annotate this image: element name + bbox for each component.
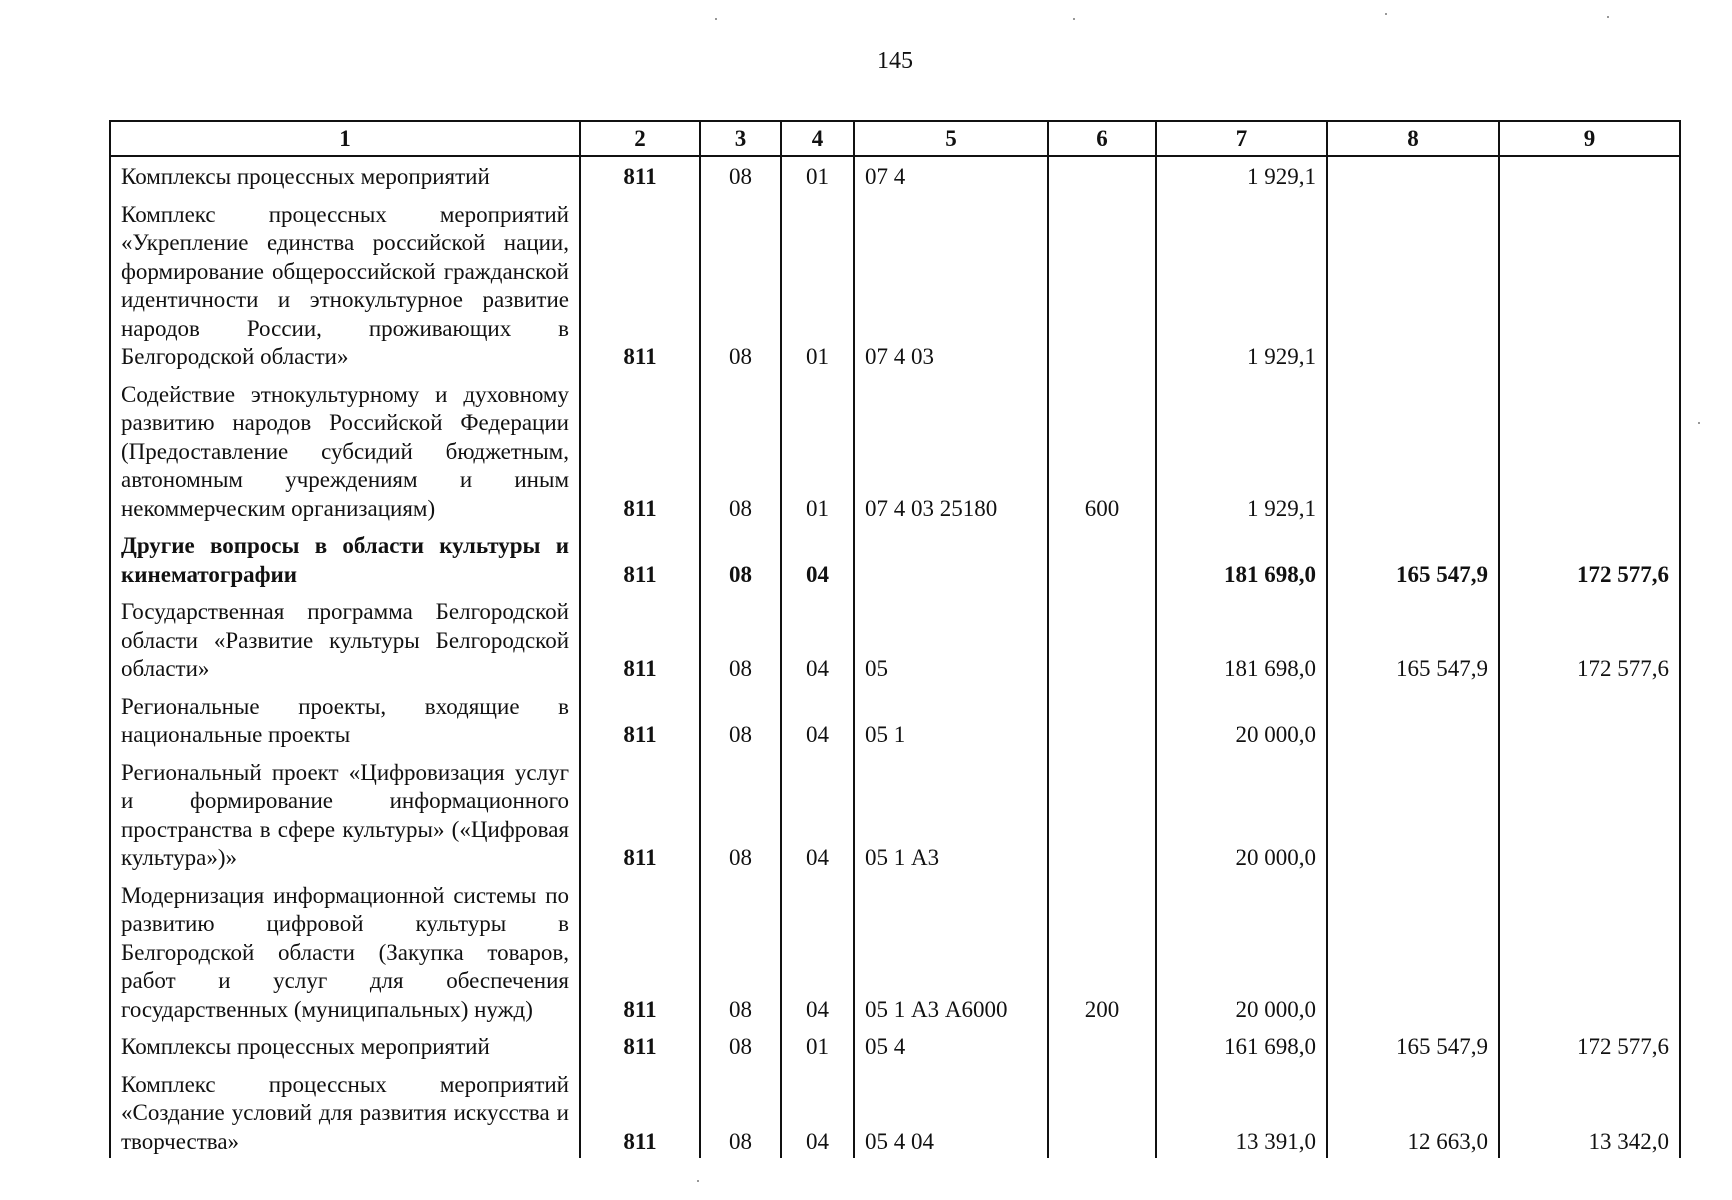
amount-col-7: 13 391,0 [1156, 1065, 1327, 1159]
scan-speck [697, 1180, 699, 1182]
header-col-3: 3 [700, 121, 781, 156]
target-article-code [854, 526, 1048, 592]
amount-col-7: 20 000,0 [1156, 753, 1327, 876]
expense-type-code: 200 [1048, 876, 1156, 1028]
ministry-code: 811 [580, 1065, 700, 1159]
subsection-code: 04 [781, 687, 854, 753]
expense-type-code [1048, 156, 1156, 195]
table-row [110, 876, 1680, 1028]
header-col-5: 5 [854, 121, 1048, 156]
table-row [110, 1027, 1680, 1065]
expense-type-code [1048, 753, 1156, 876]
amount-col-9 [1499, 687, 1680, 753]
scan-speck [1073, 18, 1075, 20]
item-name: Региональный проект «Цифровизация услуг и формирование информационного пространства в сфере культуры» («Цифровая культура»)» [110, 753, 580, 876]
amount-col-7: 20 000,0 [1156, 687, 1327, 753]
expense-type-code: 600 [1048, 375, 1156, 527]
amount-col-7: 1 929,1 [1156, 195, 1327, 375]
ministry-code: 811 [580, 753, 700, 876]
ministry-code: 811 [580, 1027, 700, 1065]
table-row [110, 753, 1680, 876]
amount-col-7: 1 929,1 [1156, 375, 1327, 527]
target-article-code: 05 4 [854, 1027, 1048, 1065]
subsection-code: 04 [781, 753, 854, 876]
target-article-code: 05 [854, 592, 1048, 687]
target-article-code: 07 4 03 25180 [854, 375, 1048, 527]
section-code: 08 [700, 156, 781, 195]
item-name: Комплексы процессных мероприятий [110, 1027, 580, 1065]
subsection-code: 04 [781, 1065, 854, 1159]
target-article-code: 07 4 03 [854, 195, 1048, 375]
section-code: 08 [700, 592, 781, 687]
table-row [110, 195, 1680, 375]
target-article-code: 05 4 04 [854, 1065, 1048, 1159]
page-number: 145 [877, 48, 913, 74]
amount-col-9 [1499, 375, 1680, 527]
item-name: Комплекс процессных мероприятий «Укрепление единства российской нации, формирование общероссийской гражданской идентичности и этнокультурное развитие народов России, проживающих в Белгородской области» [110, 195, 580, 375]
item-name: Комплексы процессных мероприятий [110, 156, 580, 195]
amount-col-9 [1499, 195, 1680, 375]
item-name: Модернизация информационной системы по развитию цифровой культуры в Белгородской области (Закупка товаров, работ и услуг для обеспечения государственных (муниципальных) нужд) [110, 876, 580, 1028]
section-code: 08 [700, 687, 781, 753]
subsection-code: 04 [781, 526, 854, 592]
amount-col-9 [1499, 753, 1680, 876]
table-row [110, 1065, 1680, 1159]
subsection-code: 01 [781, 375, 854, 527]
item-name: Содействие этнокультурному и духовному развитию народов Российской Федерации (Предоставление субсидий бюджетным, автономным учреждениям и иным некоммерческим организациям) [110, 375, 580, 527]
amount-col-7: 161 698,0 [1156, 1027, 1327, 1065]
amount-col-7: 20 000,0 [1156, 876, 1327, 1028]
expense-type-code [1048, 1065, 1156, 1159]
ministry-code: 811 [580, 156, 700, 195]
budget-table [109, 120, 1681, 1158]
scan-speck [1607, 16, 1609, 18]
scan-speck [715, 18, 717, 20]
target-article-code: 05 1 А3 [854, 753, 1048, 876]
amount-col-7: 181 698,0 [1156, 526, 1327, 592]
amount-col-8 [1327, 876, 1499, 1028]
section-code: 08 [700, 195, 781, 375]
header-col-9: 9 [1499, 121, 1680, 156]
item-name: Другие вопросы в области культуры и кинематографии [110, 526, 580, 592]
amount-col-8 [1327, 195, 1499, 375]
expense-type-code [1048, 592, 1156, 687]
amount-col-9: 172 577,6 [1499, 526, 1680, 592]
section-code: 08 [700, 1065, 781, 1159]
amount-col-8 [1327, 156, 1499, 195]
table-row [110, 687, 1680, 753]
section-code: 08 [700, 876, 781, 1028]
header-col-4: 4 [781, 121, 854, 156]
header-col-7: 7 [1156, 121, 1327, 156]
section-code: 08 [700, 375, 781, 527]
subsection-code: 04 [781, 592, 854, 687]
table-row [110, 592, 1680, 687]
header-col-1: 1 [110, 121, 580, 156]
item-name: Региональные проекты, входящие в национальные проекты [110, 687, 580, 753]
ministry-code: 811 [580, 687, 700, 753]
expense-type-code [1048, 687, 1156, 753]
ministry-code: 811 [580, 526, 700, 592]
scan-speck [1698, 422, 1700, 424]
scan-speck [1385, 13, 1387, 15]
ministry-code: 811 [580, 592, 700, 687]
amount-col-9: 172 577,6 [1499, 1027, 1680, 1065]
header-col-2: 2 [580, 121, 700, 156]
table-row [110, 375, 1680, 527]
amount-col-8: 165 547,9 [1327, 526, 1499, 592]
amount-col-8 [1327, 753, 1499, 876]
ministry-code: 811 [580, 195, 700, 375]
item-name: Государственная программа Белгородской области «Развитие культуры Белгородской области» [110, 592, 580, 687]
ministry-code: 811 [580, 375, 700, 527]
ministry-code: 811 [580, 876, 700, 1028]
amount-col-8 [1327, 687, 1499, 753]
table-row [110, 526, 1680, 592]
expense-type-code [1048, 526, 1156, 592]
expense-type-code [1048, 195, 1156, 375]
subsection-code: 04 [781, 876, 854, 1028]
target-article-code: 05 1 [854, 687, 1048, 753]
amount-col-9: 13 342,0 [1499, 1065, 1680, 1159]
amount-col-8 [1327, 375, 1499, 527]
subsection-code: 01 [781, 195, 854, 375]
amount-col-9 [1499, 876, 1680, 1028]
amount-col-9 [1499, 156, 1680, 195]
amount-col-7: 1 929,1 [1156, 156, 1327, 195]
section-code: 08 [700, 1027, 781, 1065]
expense-type-code [1048, 1027, 1156, 1065]
item-name: Комплекс процессных мероприятий «Создание условий для развития искусства и творчества» [110, 1065, 580, 1159]
table-row [110, 156, 1680, 195]
amount-col-7: 181 698,0 [1156, 592, 1327, 687]
amount-col-8: 165 547,9 [1327, 592, 1499, 687]
target-article-code: 07 4 [854, 156, 1048, 195]
amount-col-8: 12 663,0 [1327, 1065, 1499, 1159]
subsection-code: 01 [781, 1027, 854, 1065]
section-code: 08 [700, 753, 781, 876]
header-col-6: 6 [1048, 121, 1156, 156]
subsection-code: 01 [781, 156, 854, 195]
header-col-8: 8 [1327, 121, 1499, 156]
section-code: 08 [700, 526, 781, 592]
amount-col-9: 172 577,6 [1499, 592, 1680, 687]
amount-col-8: 165 547,9 [1327, 1027, 1499, 1065]
target-article-code: 05 1 А3 А6000 [854, 876, 1048, 1028]
header-row [110, 121, 1680, 156]
